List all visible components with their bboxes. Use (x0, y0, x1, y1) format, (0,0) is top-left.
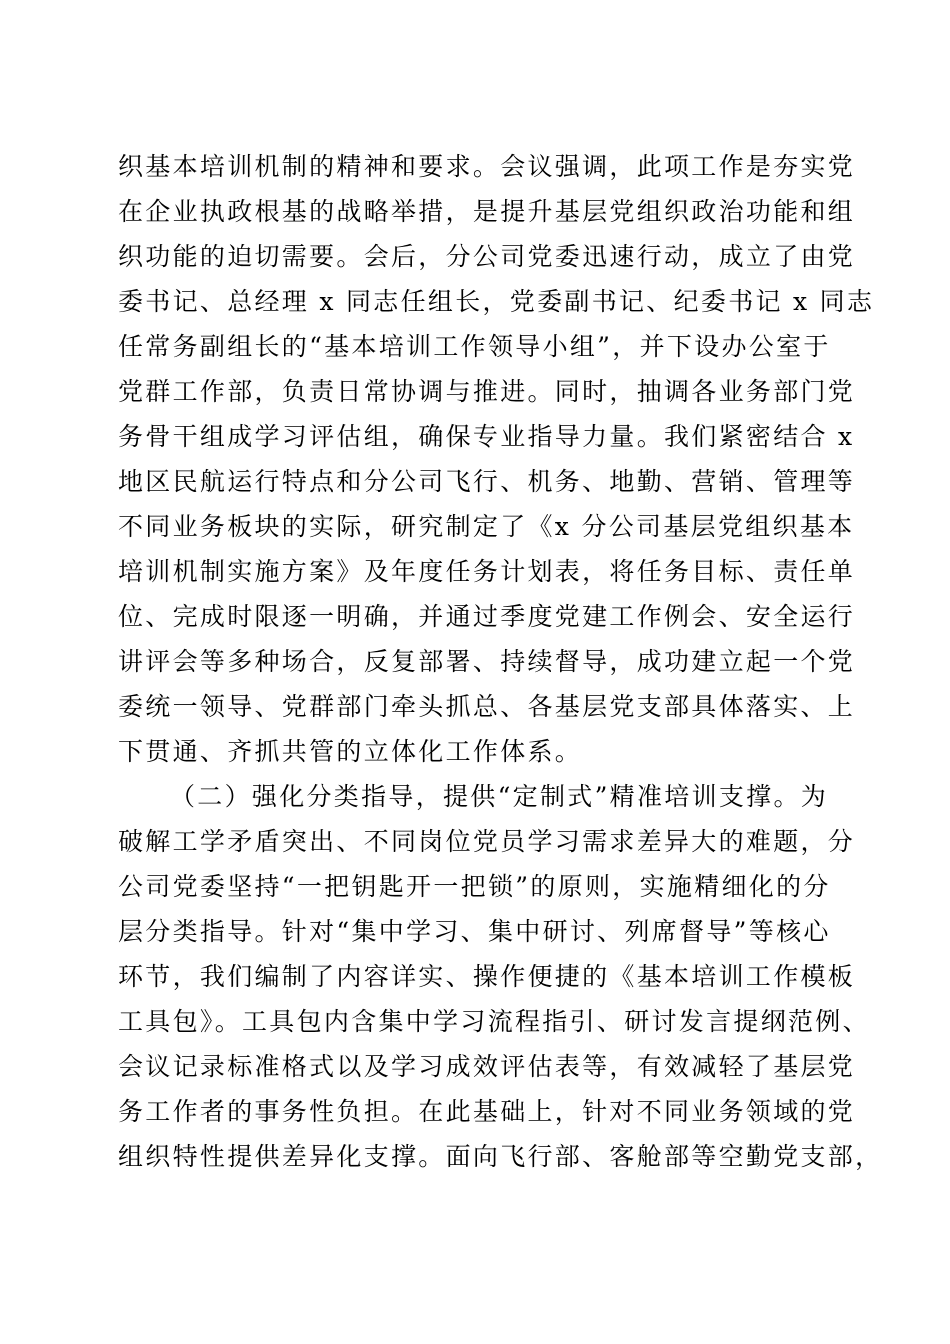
text-line: 在企业执政根基的战略举措，是提升基层党组织政治功能和组 (118, 197, 856, 226)
text-line: 委书记、总经理 x 同志任组长，党委副书记、纪委书记 x 同志 (118, 287, 875, 316)
text-line: 层分类指导。针对“集中学习、集中研讨、列席督导”等核心 (118, 917, 831, 946)
text-line: 织基本培训机制的精神和要求。会议强调，此项工作是夯实党 (118, 152, 856, 181)
text-line: 地区民航运行特点和分公司飞行、机务、地勤、营销、管理等 (118, 467, 856, 496)
text-line: 破解工学矛盾突出、不同岗位党员学习需求差异大的难题，分 (118, 827, 856, 856)
text-line: 会议记录标准格式以及学习成效评估表等，有效减轻了基层党 (118, 1052, 856, 1081)
text-line: 公司党委坚持“一把钥匙开一把锁”的原则，实施精细化的分 (118, 872, 831, 901)
text-line: 党群工作部，负责日常协调与推进。同时，抽调各业务部门党 (118, 377, 856, 406)
text-line: 环节，我们编制了内容详实、操作便捷的《基本培训工作模板 (118, 962, 856, 991)
text-line: 讲评会等多种场合，反复部署、持续督导，成功建立起一个党 (118, 647, 856, 676)
text-line: 织功能的迫切需要。会后，分公司党委迅速行动，成立了由党 (118, 242, 856, 271)
text-line: 工具包》。工具包内含集中学习流程指引、研讨发言提纲范例、 (118, 1007, 870, 1036)
text-line: 下贯通、齐抓共管的立体化工作体系。 (118, 737, 583, 766)
text-line: 委统一领导、党群部门牵头抓总、各基层党支部具体落实、上 (118, 692, 856, 721)
section-heading-line: （二）强化分类指导，提供“定制式”精准培训支撑。为 (170, 782, 829, 811)
text-line: 不同业务板块的实际，研究制定了《x 分公司基层党组织基本 (118, 512, 855, 541)
text-line: 务骨干组成学习评估组，确保专业指导力量。我们紧密结合 x (118, 422, 855, 451)
body-text (118, 144, 883, 1179)
text-line: 培训机制实施方案》及年度任务计划表，将任务目标、责任单 (118, 557, 856, 586)
text-line: 任常务副组长的“基本培训工作领导小组”，并下设办公室于 (118, 332, 831, 361)
text-line: 位、完成时限逐一明确，并通过季度党建工作例会、安全运行 (118, 602, 856, 631)
text-line: 组织特性提供差异化支撑。面向飞行部、客舱部等空勤党支部， (118, 1142, 883, 1171)
text-line: 务工作者的事务性负担。在此基础上，针对不同业务领域的党 (118, 1097, 856, 1126)
